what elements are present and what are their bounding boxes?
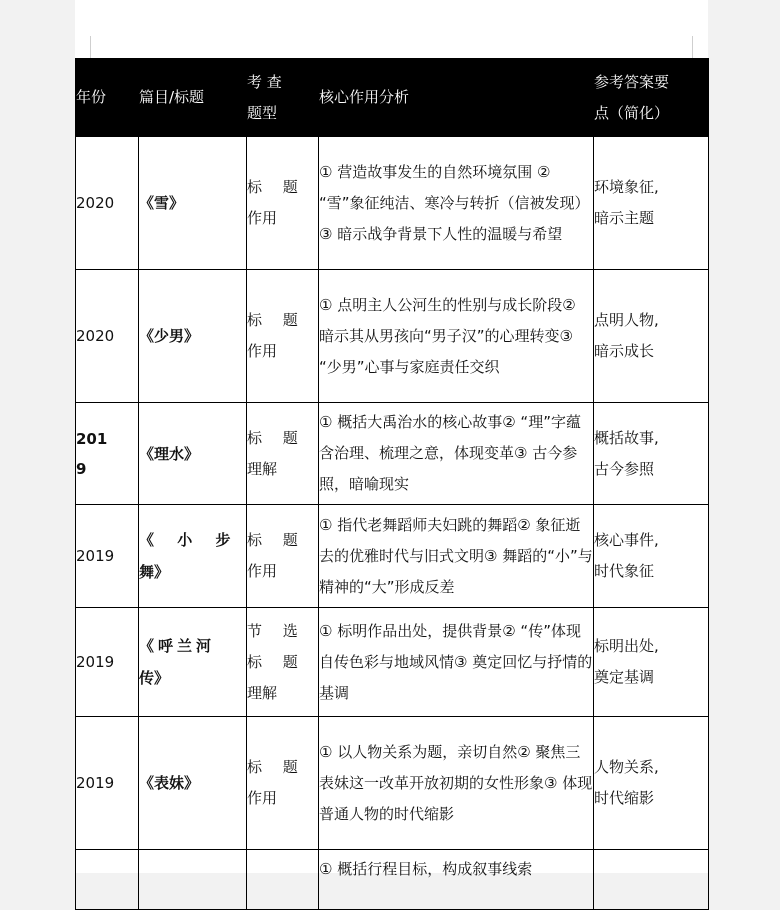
year-cell [76, 403, 139, 505]
answer-line: 暗示主题 [594, 209, 655, 227]
type-line: 作用 [247, 342, 278, 360]
title-line: 舞》 [139, 563, 170, 581]
analysis-cell: ① 概括行程目标，构成叙事线索 [319, 850, 594, 910]
answer-cell [594, 608, 709, 717]
title-cell [139, 608, 247, 717]
type-line: 标 题 [247, 428, 306, 447]
header-answer-line1: 参考答案要 [594, 72, 670, 91]
type-cell [247, 717, 319, 850]
answer-line: 点明人物, [594, 311, 659, 329]
type-cell [247, 505, 319, 608]
answer-line: 标明出处, [594, 637, 659, 655]
year-cell [76, 850, 139, 910]
title-analysis-table [75, 58, 709, 910]
table-row [76, 850, 709, 910]
answer-line: 时代缩影 [594, 789, 655, 807]
title-cell [139, 505, 247, 608]
answer-line: 环境象征, [594, 178, 659, 196]
header-title: 篇目/标题 [139, 59, 247, 137]
page-margin-mark-right [692, 36, 693, 58]
answer-cell [594, 137, 709, 270]
answer-line: 暗示成长 [594, 342, 655, 360]
type-line: 理解 [247, 683, 278, 702]
answer-cell [594, 850, 709, 910]
type-cell [247, 137, 319, 270]
table-row [76, 403, 709, 505]
type-cell [247, 270, 319, 403]
answer-line: 人物关系, [594, 758, 659, 776]
analysis-cell: ① 营造故事发生的自然环境氛围 ② “雪”象征纯洁、寒冷与转折（信被发现）③ 暗示战争背景下人性的温暖与希望 [319, 137, 594, 270]
type-cell [247, 608, 319, 717]
year-line: 9 [76, 459, 87, 478]
year-cell: 2020 [76, 270, 139, 403]
type-line: 标 题 [247, 758, 306, 776]
type-line: 标 题 [247, 652, 306, 671]
year-cell: 2019 [76, 717, 139, 850]
year-line: 201 [76, 429, 108, 448]
analysis-cell: ① 标明作品出处，提供背景② “传”体现自传色彩与地域风情③ 奠定回忆与抒情的基调 [319, 608, 594, 717]
type-cell [247, 403, 319, 505]
type-line: 作用 [247, 209, 278, 227]
title-line: 传》 [139, 669, 170, 687]
table-row [76, 717, 709, 850]
title-cell: 《理水》 [139, 403, 247, 505]
title-line: 《 小 步 [139, 531, 240, 549]
answer-line: 核心事件, [594, 531, 659, 549]
type-line: 标 题 [247, 311, 306, 329]
table-row [76, 137, 709, 270]
header-type [247, 59, 319, 137]
title-cell: 《表妹》 [139, 717, 247, 850]
title-cell [139, 850, 247, 910]
type-line: 节 选 [247, 621, 306, 640]
title-cell: 《少男》 [139, 270, 247, 403]
year-cell: 2020 [76, 137, 139, 270]
answer-cell [594, 717, 709, 850]
type-line: 作用 [247, 562, 278, 580]
header-answer [594, 59, 709, 137]
header-analysis: 核心作用分析 [319, 59, 594, 137]
answer-line: 古今参照 [594, 459, 655, 478]
answer-line: 概括故事, [594, 428, 659, 447]
answer-line: 时代象征 [594, 562, 655, 580]
analysis-cell: ① 指代老舞蹈师夫妇跳的舞蹈② 象征逝去的优雅时代与旧式文明③ 舞蹈的“小”与精神的“大”形成反差 [319, 505, 594, 608]
header-answer-line2: 点（简化） [594, 103, 670, 122]
type-line: 理解 [247, 459, 278, 478]
answer-cell [594, 270, 709, 403]
header-type-line1: 考 查 [247, 72, 282, 91]
analysis-cell: ① 点明主人公河生的性别与成长阶段② 暗示其从男孩向“男子汉”的心理转变③ “少男”心事与家庭责任交织 [319, 270, 594, 403]
table-row [76, 270, 709, 403]
answer-line: 奠定基调 [594, 668, 655, 686]
table-row [76, 608, 709, 717]
year-cell: 2019 [76, 608, 139, 717]
table-header-row [76, 59, 709, 137]
header-year: 年份 [76, 59, 139, 137]
title-cell: 《雪》 [139, 137, 247, 270]
year-cell: 2019 [76, 505, 139, 608]
type-line: 标 题 [247, 531, 306, 549]
type-line: 作用 [247, 789, 278, 807]
page-margin-mark-left [90, 36, 91, 58]
analysis-cell: ① 以人物关系为题，亲切自然② 聚焦三表妹这一改革开放初期的女性形象③ 体现普通人物的时代缩影 [319, 717, 594, 850]
title-line: 《呼兰河 [139, 637, 216, 655]
answer-cell [594, 505, 709, 608]
type-cell [247, 850, 319, 910]
table-row [76, 505, 709, 608]
analysis-cell: ① 概括大禹治水的核心故事② “理”字蕴含治理、梳理之意，体现变革③ 古今参照，暗喻现实 [319, 403, 594, 505]
header-type-line2: 题型 [247, 103, 278, 122]
answer-cell [594, 403, 709, 505]
type-line: 标 题 [247, 178, 306, 196]
